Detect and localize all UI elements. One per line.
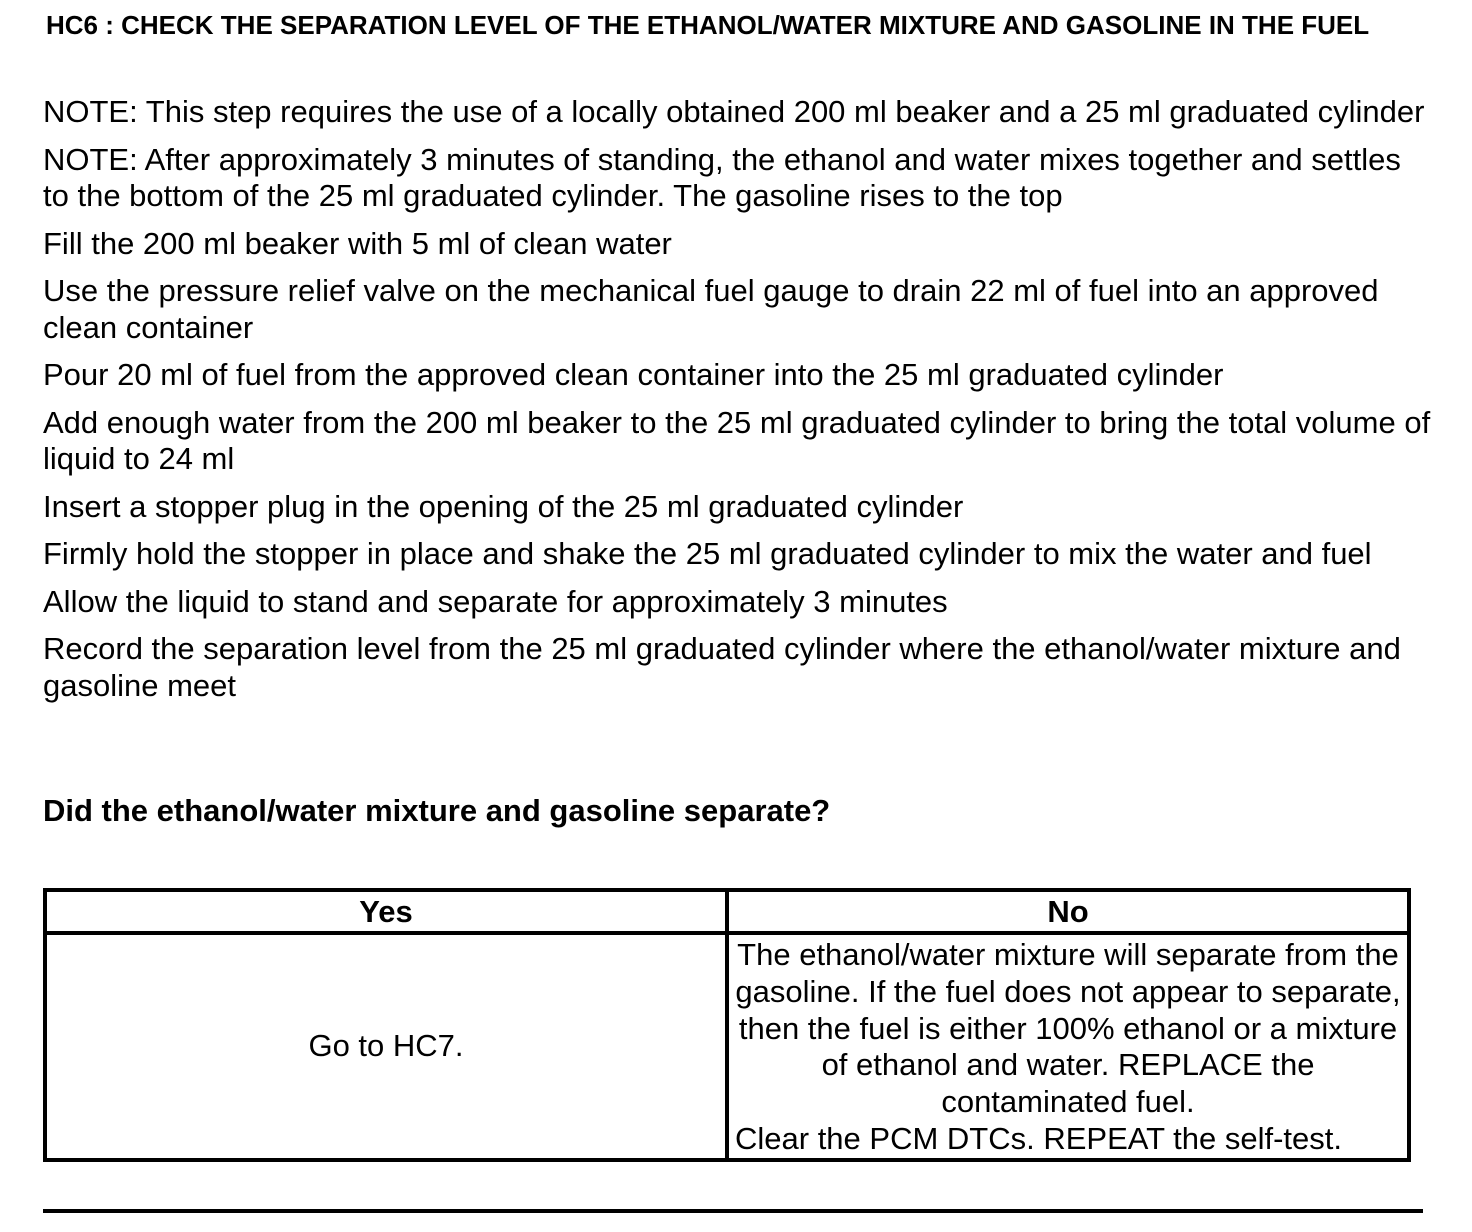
step-shake-cylinder: Firmly hold the stopper in place and shake the 25 ml graduated cylinder to mix the water and fuel <box>43 536 1372 571</box>
no-action-text: The ethanol/water mixture will separate from the gasoline. If the fuel does not appear to separate, then the fuel is either 100% ethanol or a mixture of ethanol and water. REPLACE the contaminated fuel. <box>735 937 1401 1120</box>
yes-column-header: Yes <box>45 890 727 933</box>
step-let-stand: Allow the liquid to stand and separate for approximately 3 minutes <box>43 583 948 619</box>
decision-table <box>43 888 1411 1162</box>
step-note-equipment: NOTE: This step requires the use of a locally obtained 200 ml beaker and a 25 ml graduated cylinder <box>43 94 1425 129</box>
step-note-settling: NOTE: After approximately 3 minutes of standing, the ethanol and water mixes together and settles to the bottom of the 25 ml graduated cylinder. The gasoline rises to the top <box>43 141 1401 213</box>
decision-question: Did the ethanol/water mixture and gasoline separate? <box>43 793 831 828</box>
step-heading: HC6 : CHECK THE SEPARATION LEVEL OF THE ETHANOL/WATER MIXTURE AND GASOLINE IN THE FUEL <box>46 10 1370 40</box>
step-add-water: Add enough water from the 200 ml beaker to the 25 ml graduated cylinder to bring the total volume of liquid to 24 ml <box>43 404 1431 476</box>
step-fill-beaker: Fill the 200 ml beaker with 5 ml of clean water <box>43 225 672 261</box>
no-action-cell <box>727 933 1409 1160</box>
step-pour-fuel: Pour 20 ml of fuel from the approved clean container into the 25 ml graduated cylinder <box>43 357 1224 392</box>
step-drain-fuel: Use the pressure relief valve on the mechanical fuel gauge to drain 22 ml of fuel into an approved clean container <box>43 273 1379 345</box>
yes-action-cell: Go to HC7. <box>45 933 727 1160</box>
no-column-header: No <box>727 890 1409 933</box>
bottom-divider <box>43 1209 1423 1213</box>
decision-table-header-row <box>45 890 1409 933</box>
decision-table-row <box>45 933 1409 1160</box>
step-record-level: Record the separation level from the 25 ml graduated cylinder where the ethanol/water mixture and gasoline meet <box>43 631 1401 703</box>
step-insert-stopper: Insert a stopper plug in the opening of the 25 ml graduated cylinder <box>43 488 964 524</box>
no-action-followup: Clear the PCM DTCs. REPEAT the self-test. <box>735 1120 1342 1156</box>
procedure-steps <box>43 94 1433 715</box>
